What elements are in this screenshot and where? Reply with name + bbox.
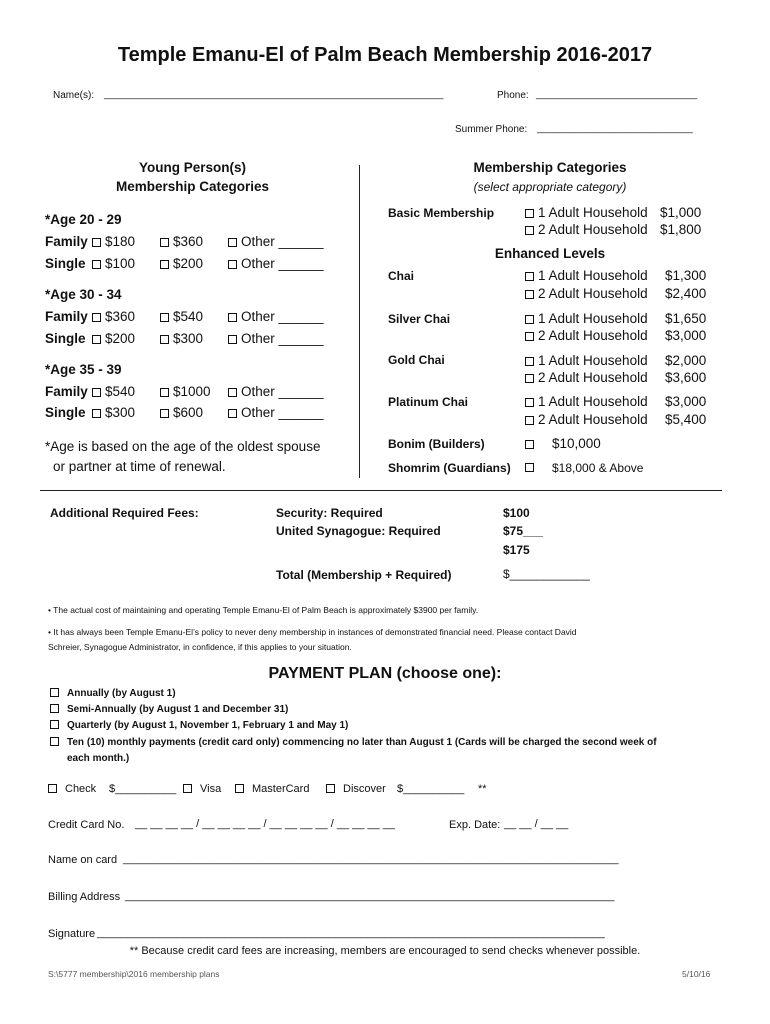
family-option-b[interactable]: $540 [160,309,203,324]
checkbox-icon [525,374,534,383]
mastercard-option[interactable]: MasterCard [235,783,309,795]
checkbox-icon [326,784,335,793]
checkbox-icon [92,335,101,344]
check-amount-field[interactable]: $__________ [109,783,177,795]
bonim-checkbox[interactable] [525,440,534,449]
signature-field[interactable]: ___________________________________________________________________________________ [97,927,605,939]
page-title: Temple Emanu-El of Palm Beach Membership 2016-2017 [117,44,653,66]
check-option[interactable]: Check [48,783,96,795]
silver-chai-price-2: $3,000 [665,328,707,343]
payment-option-monthly[interactable]: Ten (10) monthly payments (credit card only) commencing no later than August 1 (Cards will be charged the second week of [50,737,657,748]
basic-option-2[interactable]: 2 Adult Household [525,222,648,237]
security-amount: $100 [503,506,530,520]
single-label: Single [45,405,86,420]
additional-fees-label: Additional Required Fees: [50,506,199,520]
summer-phone-label: Summer Phone: [455,124,528,135]
checkbox-icon [525,315,534,324]
phone-field[interactable]: _____________________________ [536,89,698,100]
total-label: Total (Membership + Required) [276,568,452,582]
age-label: *Age 20 - 29 [45,212,122,227]
basic-option-1[interactable]: 1 Adult Household [525,205,648,220]
united-synagogue-label: United Synagogue: Required [276,524,441,538]
checkbox-icon [228,335,237,344]
single-option-other[interactable]: Other ______ [228,256,324,271]
shomrim-label: Shomrim (Guardians) [388,461,511,475]
gold-chai-price-1: $2,000 [665,353,707,368]
checkbox-icon [160,260,169,269]
checkbox-icon [160,313,169,322]
checkbox-icon [525,209,534,218]
checkbox-icon [92,313,101,322]
silver-chai-option-2[interactable]: 2 Adult Household [525,328,648,343]
shomrim-price: $18,000 & Above [552,461,644,475]
silver-chai-price-1: $1,650 [665,311,707,326]
credit-card-label: Credit Card No. [48,819,125,831]
checkbox-icon [50,688,59,697]
names-label: Name(s): [53,90,95,101]
family-label: Family [45,234,88,249]
single-option-b[interactable]: $200 [160,256,203,271]
checkbox-icon [160,335,169,344]
checkbox-icon [92,409,101,418]
single-label: Single [45,256,86,271]
level-silver-chai-label: Silver Chai [388,312,451,326]
young-heading-1: Young Person(s) [138,160,246,175]
column-divider [359,165,360,478]
discover-option[interactable]: Discover [326,783,386,795]
level-chai-label: Chai [388,269,415,283]
fees-subtotal: $175 [503,543,530,557]
platinum-chai-price-1: $3,000 [665,394,707,409]
family-option-other[interactable]: Other ______ [228,309,324,324]
single-option-a[interactable]: $100 [92,256,135,271]
checkbox-icon [525,290,534,299]
checkbox-icon [228,260,237,269]
checkbox-icon [228,409,237,418]
cost-note: • The actual cost of maintaining and operating Temple Emanu-El of Palm Beach is approximately $3900 per family. [48,605,479,615]
single-option-other[interactable]: Other ______ [228,331,324,346]
checkbox-icon [183,784,192,793]
single-option-b[interactable]: $300 [160,331,203,346]
section-divider [40,490,722,491]
checkbox-icon [235,784,244,793]
billing-address-field[interactable]: ________________________________________________________________________________ [125,890,615,902]
family-option-other[interactable]: Other ______ [228,384,324,399]
total-field[interactable]: $____________ [503,567,590,581]
checkbox-icon [92,260,101,269]
summer-phone-field[interactable]: ____________________________ [537,123,693,134]
checkbox-icon [525,398,534,407]
policy-note-line-2: Schreier, Synagogue Administrator, in confidence, if this applies to your situation. [48,642,352,652]
billing-address-label: Billing Address [48,891,121,903]
checkbox-icon [92,238,101,247]
checkbox-icon [525,357,534,366]
payment-option-semi-annually[interactable]: Semi-Annually (by August 1 and December 31) [50,704,288,715]
name-on-card-field[interactable]: _________________________________________________________________________________ [123,853,619,865]
family-option-a[interactable]: $540 [92,384,135,399]
checkbox-icon [525,272,534,281]
single-option-a[interactable]: $300 [92,405,135,420]
checkbox-icon [50,704,59,713]
credit-card-number-field[interactable]: __ __ __ __ / __ __ __ __ / __ __ __ __ / __ __ __ __ [135,818,395,830]
checkbox-icon [92,388,101,397]
family-option-b[interactable]: $360 [160,234,203,249]
family-option-b[interactable]: $1000 [160,384,211,399]
gold-chai-option-1[interactable]: 1 Adult Household [525,353,648,368]
enhanced-levels-heading: Enhanced Levels [494,246,606,261]
level-platinum-chai-label: Platinum Chai [388,395,469,409]
age-note-line-2: or partner at time of renewal. [53,459,226,474]
card-amount-field[interactable]: $__________ [397,783,465,795]
basic-price-2: $1,800 [660,222,702,237]
payment-plan-heading: PAYMENT PLAN (choose one): [268,665,502,682]
age-label: *Age 30 - 34 [45,287,122,302]
name-on-card-label: Name on card [48,854,118,866]
checkbox-icon [48,784,57,793]
chai-option-1[interactable]: 1 Adult Household [525,268,648,283]
family-label: Family [45,309,88,324]
gold-chai-price-2: $3,600 [665,370,707,385]
names-field[interactable]: _____________________________________________________________ [104,89,444,100]
bonim-price: $10,000 [552,436,601,451]
exp-date-label: Exp. Date: [449,819,501,831]
footer-file-path: S:\5777 membership\2016 membership plans [48,969,220,979]
shomrim-checkbox[interactable] [525,463,534,472]
silver-chai-option-1[interactable]: 1 Adult Household [525,311,648,326]
checkbox-icon [228,238,237,247]
united-synagogue-amount: $75___ [503,524,544,538]
checkbox-icon [525,332,534,341]
signature-label: Signature [48,928,96,940]
single-option-b[interactable]: $600 [160,405,203,420]
basic-price-1: $1,000 [660,205,702,220]
policy-note-line-1: • It has always been Temple Emanu-El’s policy to never deny membership in instances of demonstrated financial need. Please contact David [48,627,577,637]
checkbox-icon [525,416,534,425]
checkbox-icon [160,388,169,397]
family-option-other[interactable]: Other ______ [228,234,324,249]
platinum-chai-option-2[interactable]: 2 Adult Household [525,412,648,427]
checkbox-icon [525,226,534,235]
card-fee-marker: ** [478,783,487,795]
payment-option-monthly-cont: each month.) [67,753,130,764]
level-gold-chai-label: Gold Chai [388,353,445,367]
age-note-line-1: *Age is based on the age of the oldest spouse [45,439,321,454]
platinum-chai-price-2: $5,400 [665,412,707,427]
checkbox-icon [50,720,59,729]
bonim-label: Bonim (Builders) [388,437,485,451]
phone-label: Phone: [497,90,529,101]
platinum-chai-option-1[interactable]: 1 Adult Household [525,394,648,409]
payment-option-quarterly[interactable]: Quarterly (by August 1, November 1, February 1 and May 1) [50,720,348,731]
exp-date-field[interactable]: __ __ / __ __ [504,818,569,830]
family-option-a[interactable]: $180 [92,234,135,249]
single-label: Single [45,331,86,346]
family-option-a[interactable]: $360 [92,309,135,324]
chai-option-2[interactable]: 2 Adult Household [525,286,648,301]
footer-date: 5/10/16 [682,969,711,979]
credit-card-footnote: ** Because credit card fees are increasing, members are encouraged to send checks whenever possible. [129,945,641,957]
payment-option-annually[interactable]: Annually (by August 1) [50,688,176,699]
checkbox-icon [160,238,169,247]
single-option-other[interactable]: Other ______ [228,405,324,420]
single-option-a[interactable]: $200 [92,331,135,346]
gold-chai-option-2[interactable]: 2 Adult Household [525,370,648,385]
membership-subheading: (select appropriate category) [473,180,627,194]
security-label: Security: Required [276,506,383,520]
young-heading-2: Membership Categories [115,179,270,194]
checkbox-icon [228,313,237,322]
checkbox-icon [160,409,169,418]
age-label: *Age 35 - 39 [45,362,122,377]
chai-price-2: $2,400 [665,286,707,301]
checkbox-icon [50,737,59,746]
basic-membership-label: Basic Membership [388,206,495,220]
membership-heading: Membership Categories [473,160,627,175]
checkbox-icon [228,388,237,397]
visa-option[interactable]: Visa [183,783,221,795]
chai-price-1: $1,300 [665,268,707,283]
family-label: Family [45,384,88,399]
